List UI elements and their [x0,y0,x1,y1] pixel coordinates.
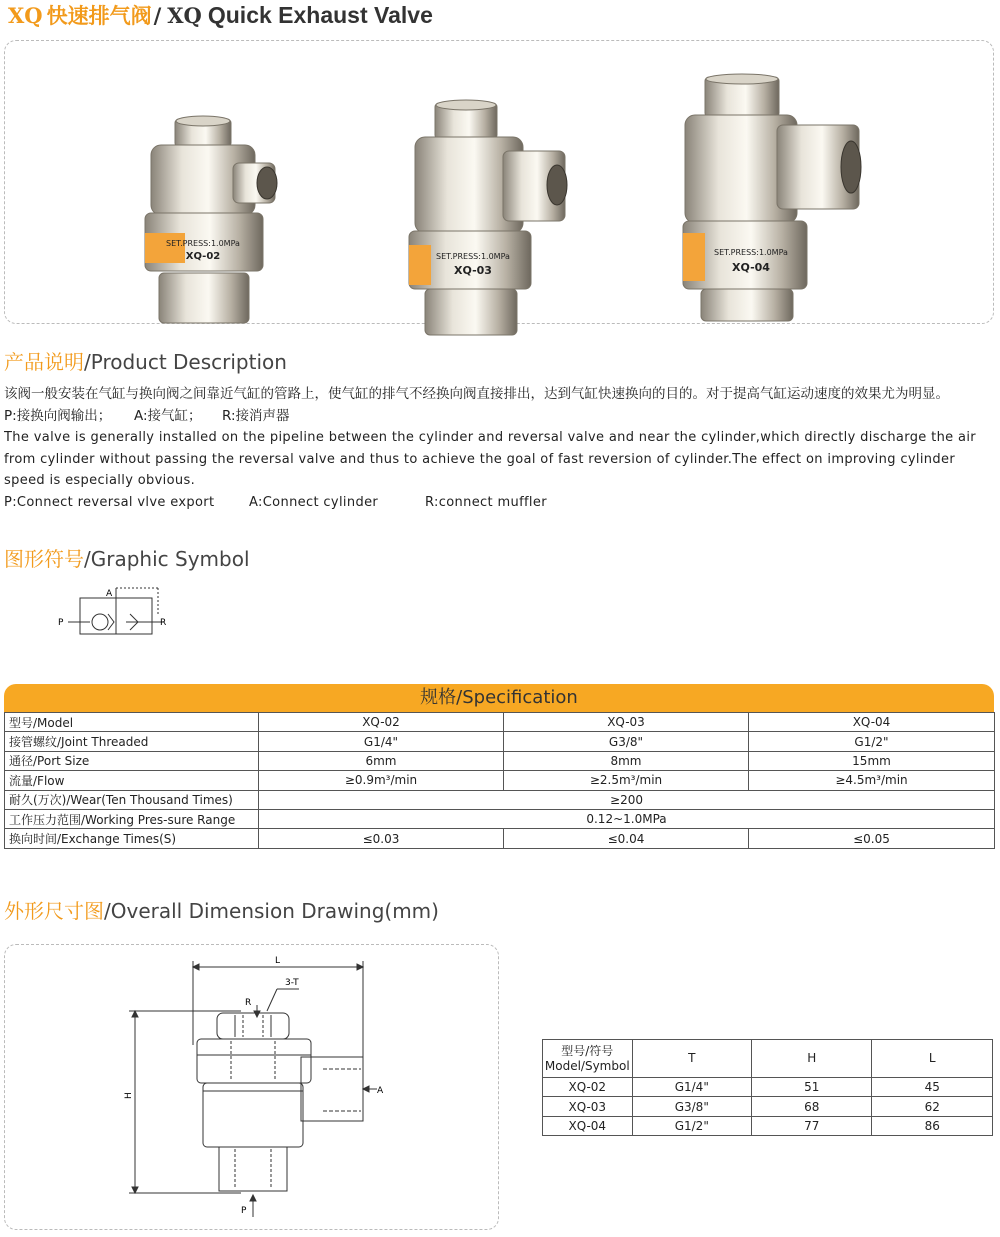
title-english: Quick Exhaust Valve [207,2,433,28]
spec-cell: 8mm [504,751,749,770]
spec-label: 通径/Port Size [5,751,259,770]
table-header-row [543,1040,993,1078]
spec-cell: 15mm [749,751,995,770]
valve-xq04-image [681,73,871,333]
valve-xq03-model-label: XQ-03 [454,264,492,277]
valve-xq02-press-label: SET.PRESS:1.0MPa [166,239,240,248]
page-title [8,0,433,28]
dimension-drawing [5,945,500,1231]
spec-cell: ≤0.05 [749,829,995,848]
valve-xq03-image [405,99,575,339]
dim-header-model-en: Model/Symbol [544,1058,630,1073]
dim-cell-h: 51 [751,1078,871,1097]
table-row [5,771,995,790]
table-row [5,809,995,828]
dim-label-a: A [377,1086,384,1096]
spec-label: 流量/Flow [5,771,259,790]
dim-header-l: L [872,1040,993,1078]
dim-header-h: H [751,1040,871,1078]
spec-label: 工作压力范围/Working Pres-sure Range [5,809,259,828]
dim-label-p: P [241,1206,247,1216]
specification-heading: 规格/Specification [4,684,994,712]
spec-label: 换向时间/Exchange Times(S) [5,829,259,848]
specification-grid [4,712,995,849]
symbol-label-a: A [106,589,113,599]
table-row [5,790,995,809]
description-en-ports [4,492,1000,514]
dim-cell-t: G1/4" [632,1078,751,1097]
title-brand: XQ [8,3,43,28]
dim-cell-l: 86 [872,1116,993,1135]
dimension-heading [4,895,439,924]
description-heading-en: /Product Description [84,350,287,374]
spec-cell: XQ-02 [259,713,504,732]
port-a-cn: A:接气缸； [134,407,202,424]
table-row [543,1097,993,1116]
spec-cell-merged: 0.12~1.0MPa [259,809,995,828]
valve-xq02-model-label: XQ-02 [185,251,221,262]
valve-xq03-press-label: SET.PRESS:1.0MPa [436,252,510,261]
dim-label-l: L [275,956,281,966]
title-chinese: 快速排气阀 [46,4,152,28]
spec-cell: G1/2" [749,732,995,751]
valve-xq02-image [133,115,293,335]
dim-cell-model: XQ-03 [543,1097,633,1116]
graphic-symbol-diagram [56,584,176,646]
spec-cell: ≥4.5m³/min [749,771,995,790]
description-en-line-1: The valve is generally installed on the pipeline between the cylinder and reversal valve and near the cylinder,which directly discharge the air [4,430,976,445]
description-cn-ports [4,406,1000,428]
spec-cell: 6mm [259,751,504,770]
dimension-table [542,1039,993,1136]
spec-cell-merged: ≥200 [259,790,995,809]
dim-cell-l: 45 [872,1078,993,1097]
dim-cell-model: XQ-02 [543,1078,633,1097]
spec-label: 型号/Model [5,713,259,732]
dim-cell-l: 62 [872,1097,993,1116]
description-body [4,384,1000,513]
product-photo-panel [4,40,994,324]
specification-table [4,684,994,849]
port-r-en: R:connect muffler [425,494,547,510]
dim-cell-model: XQ-04 [543,1116,633,1135]
dim-header-t: T [632,1040,751,1078]
description-heading-cn: 产品说明 [4,350,84,374]
dim-label-h: H [124,1092,134,1099]
spec-cell: XQ-04 [749,713,995,732]
description-en-line-3: speed is especially obvious. [4,473,196,488]
spec-cell: ≤0.03 [259,829,504,848]
dim-header-model-cn: 型号/符号 [561,1043,614,1058]
spec-cell: G1/4" [259,732,504,751]
port-p-cn: P:接换向阀输出； [4,407,112,424]
dimension-heading-en: /Overall Dimension Drawing(mm) [104,899,439,923]
port-a-en: A:Connect cylinder [249,494,379,510]
spec-cell: ≥2.5m³/min [504,771,749,790]
dimension-drawing-panel [4,944,499,1230]
spec-cell: G3/8" [504,732,749,751]
table-row [5,732,995,751]
dim-header-model [543,1040,633,1078]
port-p-en: P:Connect reversal vlve export [4,494,215,510]
title-brand-2: XQ [167,3,202,28]
spec-label: 接管螺纹/Joint Threaded [5,732,259,751]
table-row [5,751,995,770]
description-en-line-2: from cylinder without passing the reversal valve and thus to achieve the goal of fast reversion of cylinder.The effect on improving cylinder [4,451,956,467]
dim-label-r: R [245,998,252,1008]
spec-cell: ≥0.9m³/min [259,771,504,790]
description-heading [4,346,287,375]
dimension-heading-cn: 外形尺寸图 [4,899,104,923]
spec-label: 耐久(万次)/Wear(Ten Thousand Times) [5,790,259,809]
table-row [5,713,995,732]
dim-cell-t: G1/2" [632,1116,751,1135]
table-row [543,1078,993,1097]
dim-cell-h: 77 [751,1116,871,1135]
dim-cell-h: 68 [751,1097,871,1116]
table-row [543,1116,993,1135]
symbol-label-p: P [58,618,64,628]
symbol-heading-cn: 图形符号 [4,547,84,571]
spec-cell: XQ-03 [504,713,749,732]
dim-label-t: 3-T [285,978,299,988]
valve-xq04-press-label: SET.PRESS:1.0MPa [714,248,788,257]
symbol-heading [4,543,250,572]
table-row [5,829,995,848]
valve-xq04-model-label: XQ-04 [732,261,770,274]
description-cn-text: 该阀一般安装在气缸与换向阀之间靠近气缸的管路上，使气缸的排气不经换向阀直接排出，达到气缸快速换向的目的。对于提高气缸运动速度的效果尤为明显。 [4,386,949,402]
spec-cell: ≤0.04 [504,829,749,848]
symbol-heading-en: /Graphic Symbol [84,547,250,571]
symbol-label-r: R [160,618,167,628]
dim-cell-t: G3/8" [632,1097,751,1116]
title-separator: / [153,4,162,28]
port-r-cn: R:接消声器 [222,407,290,424]
